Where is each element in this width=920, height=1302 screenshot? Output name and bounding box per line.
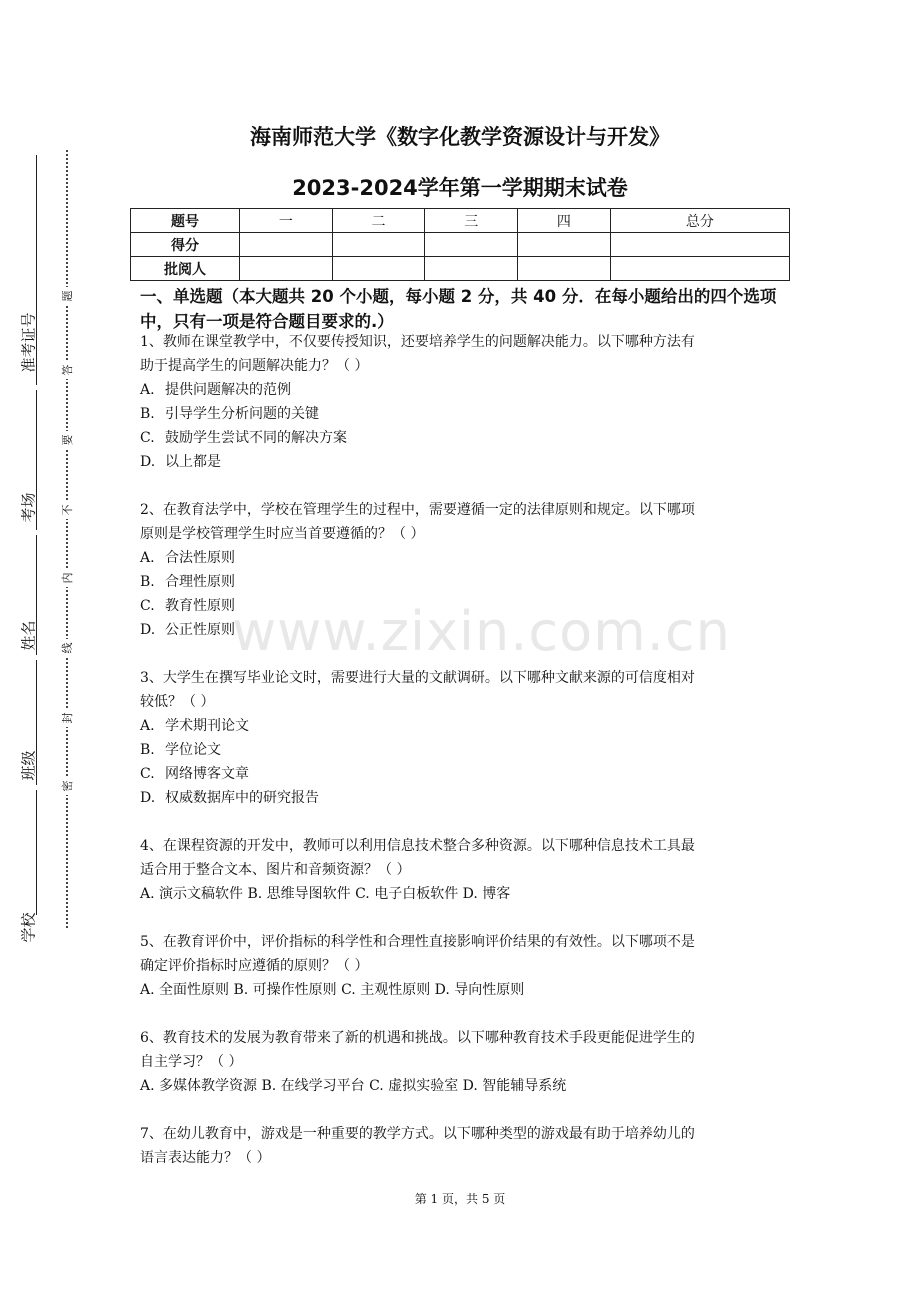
exam-subtitle: 2023-2024学年第一学期期末试卷 [292, 176, 628, 200]
question-stem: 4、在课程资源的开发中，教师可以利用信息技术整合多种资源。以下哪种信息技术工具最 [140, 838, 695, 854]
score-blank-cell [425, 257, 518, 281]
option-letter: A. [140, 550, 155, 566]
question-stem: 适合用于整合文本、图片和音频资源？（ ） [140, 862, 411, 878]
question [140, 1122, 785, 1170]
option-text: 教育性原则 [165, 598, 235, 614]
option-text: 网络博客文章 [165, 766, 249, 782]
score-blank-cell [610, 257, 789, 281]
seal-dotted-line [66, 150, 68, 928]
seal-char: 题 [59, 287, 75, 305]
watermark: www.zixin.com.cn [232, 600, 731, 663]
score-table-cell: 三 [425, 209, 518, 233]
score-blank-cell [518, 233, 611, 257]
question-stem: 7、在幼儿教育中，游戏是一种重要的教学方式。以下哪种类型的游戏最有助于培养幼儿的 [140, 1126, 695, 1142]
option [140, 738, 785, 762]
question [140, 930, 785, 1002]
score-table-cell: 总分 [610, 209, 789, 233]
question-stem: 3、大学生在撰写毕业论文时，需要进行大量的文献调研。以下哪种文献来源的可信度相对 [140, 670, 695, 686]
option-letter: D. [140, 454, 156, 470]
question [140, 1026, 785, 1098]
score-table-row [131, 257, 790, 281]
inline-options: A. 全面性原则 B. 可操作性原则 C. 主观性原则 D. 导向性原则 [140, 982, 525, 998]
class-label: 班级 [19, 750, 38, 781]
score-table-header-row [131, 209, 790, 233]
option [140, 714, 785, 738]
question-stem: 5、在教育评价中，评价指标的科学性和合理性直接影响评价结果的有效性。以下哪项不是 [140, 934, 695, 950]
score-table-row [131, 233, 790, 257]
score-blank-cell [332, 233, 425, 257]
option-text: 以上都是 [165, 454, 221, 470]
exam-title: 海南师范大学《数字化教学资源设计与开发》 [250, 125, 670, 149]
seal-char: 密 [59, 777, 75, 795]
score-blank-cell [610, 233, 789, 257]
option-text: 合理性原则 [165, 574, 235, 590]
option-letter: B. [140, 574, 155, 590]
question [140, 666, 785, 810]
question-stem: 6、教育技术的发展为教育带来了新的机遇和挑战。以下哪种教育技术手段更能促进学生的 [140, 1030, 695, 1046]
option-letter: A. [140, 718, 155, 734]
score-blank-cell [518, 257, 611, 281]
seal-char: 不 [59, 501, 75, 519]
option-letter: B. [140, 406, 155, 422]
question-stem: 自主学习？（ ） [140, 1054, 243, 1070]
score-blank-cell [332, 257, 425, 281]
option-text: 权威数据库中的研究报告 [165, 790, 319, 806]
score-blank-cell [240, 233, 333, 257]
score-row-label: 批阅人 [131, 257, 240, 281]
exam-room-label: 考场 [19, 492, 38, 523]
score-table-cell: 二 [332, 209, 425, 233]
option [140, 570, 785, 594]
section-heading: 一、单选题（本大题共 20 个小题，每小题 2 分，共 40 分．在每小题给出的四个选项中，只有一项是符合题目要求的.） [140, 287, 777, 331]
option-letter: D. [140, 790, 156, 806]
question-stem: 2、在教育法学中，学校在管理学生的过程中，需要遵循一定的法律原则和规定。以下哪项 [140, 502, 695, 518]
school-label: 学校 [19, 912, 38, 943]
question-stem: 1、教师在课堂教学中，不仅要传授知识，还要培养学生的问题解决能力。以下哪种方法有 [140, 334, 695, 350]
option-letter: A. [140, 382, 155, 398]
seal-char: 要 [59, 431, 75, 449]
school-line [36, 790, 37, 915]
name-label: 姓名 [19, 620, 38, 651]
option-text: 学位论文 [165, 742, 221, 758]
option-text: 引导学生分析问题的关键 [165, 406, 319, 422]
score-table-cell: 四 [518, 209, 611, 233]
option [140, 786, 785, 810]
question [140, 330, 785, 474]
option [140, 762, 785, 786]
option-letter: B. [140, 742, 155, 758]
score-table [130, 208, 790, 281]
question [140, 834, 785, 906]
inline-options: A. 多媒体教学资源 B. 在线学习平台 C. 虚拟实验室 D. 智能辅导系统 [140, 1078, 567, 1094]
seal-char: 内 [59, 569, 75, 587]
question-stem: 原则是学校管理学生时应当首要遵循的？（ ） [140, 526, 425, 542]
option-letter: C. [140, 766, 155, 782]
option-text: 提供问题解决的范例 [165, 382, 291, 398]
option [140, 546, 785, 570]
inline-options: A. 演示文稿软件 B. 思维导图软件 C. 电子白板软件 D. 博客 [140, 886, 511, 902]
option-letter: C. [140, 598, 155, 614]
option-letter: C. [140, 430, 155, 446]
question-stem: 助于提高学生的问题解决能力？（ ） [140, 358, 369, 374]
option [140, 378, 785, 402]
score-blank-cell [240, 257, 333, 281]
option-text: 学术期刊论文 [165, 718, 249, 734]
score-row-label: 得分 [131, 233, 240, 257]
question-stem: 确定评价指标时应遵循的原则？（ ） [140, 958, 369, 974]
score-blank-cell [425, 233, 518, 257]
option-letter: D. [140, 622, 156, 638]
question-stem: 语言表达能力？（ ） [140, 1150, 271, 1166]
seal-char: 封 [59, 709, 75, 727]
option [140, 426, 785, 450]
option-text: 合法性原则 [165, 550, 235, 566]
score-table-cell: 题号 [131, 209, 240, 233]
exam-number-label: 准考证号 [19, 312, 38, 373]
seal-char: 线 [59, 639, 75, 657]
option-text: 鼓励学生尝试不同的解决方案 [165, 430, 347, 446]
page-footer: 第 1 页，共 5 页 [414, 1192, 506, 1206]
question-stem: 较低？（ ） [140, 694, 215, 710]
option [140, 402, 785, 426]
score-table-cell: 一 [240, 209, 333, 233]
option-text: 公正性原则 [165, 622, 235, 638]
seal-char: 答 [59, 361, 75, 379]
question-list [140, 330, 785, 1194]
option [140, 450, 785, 474]
